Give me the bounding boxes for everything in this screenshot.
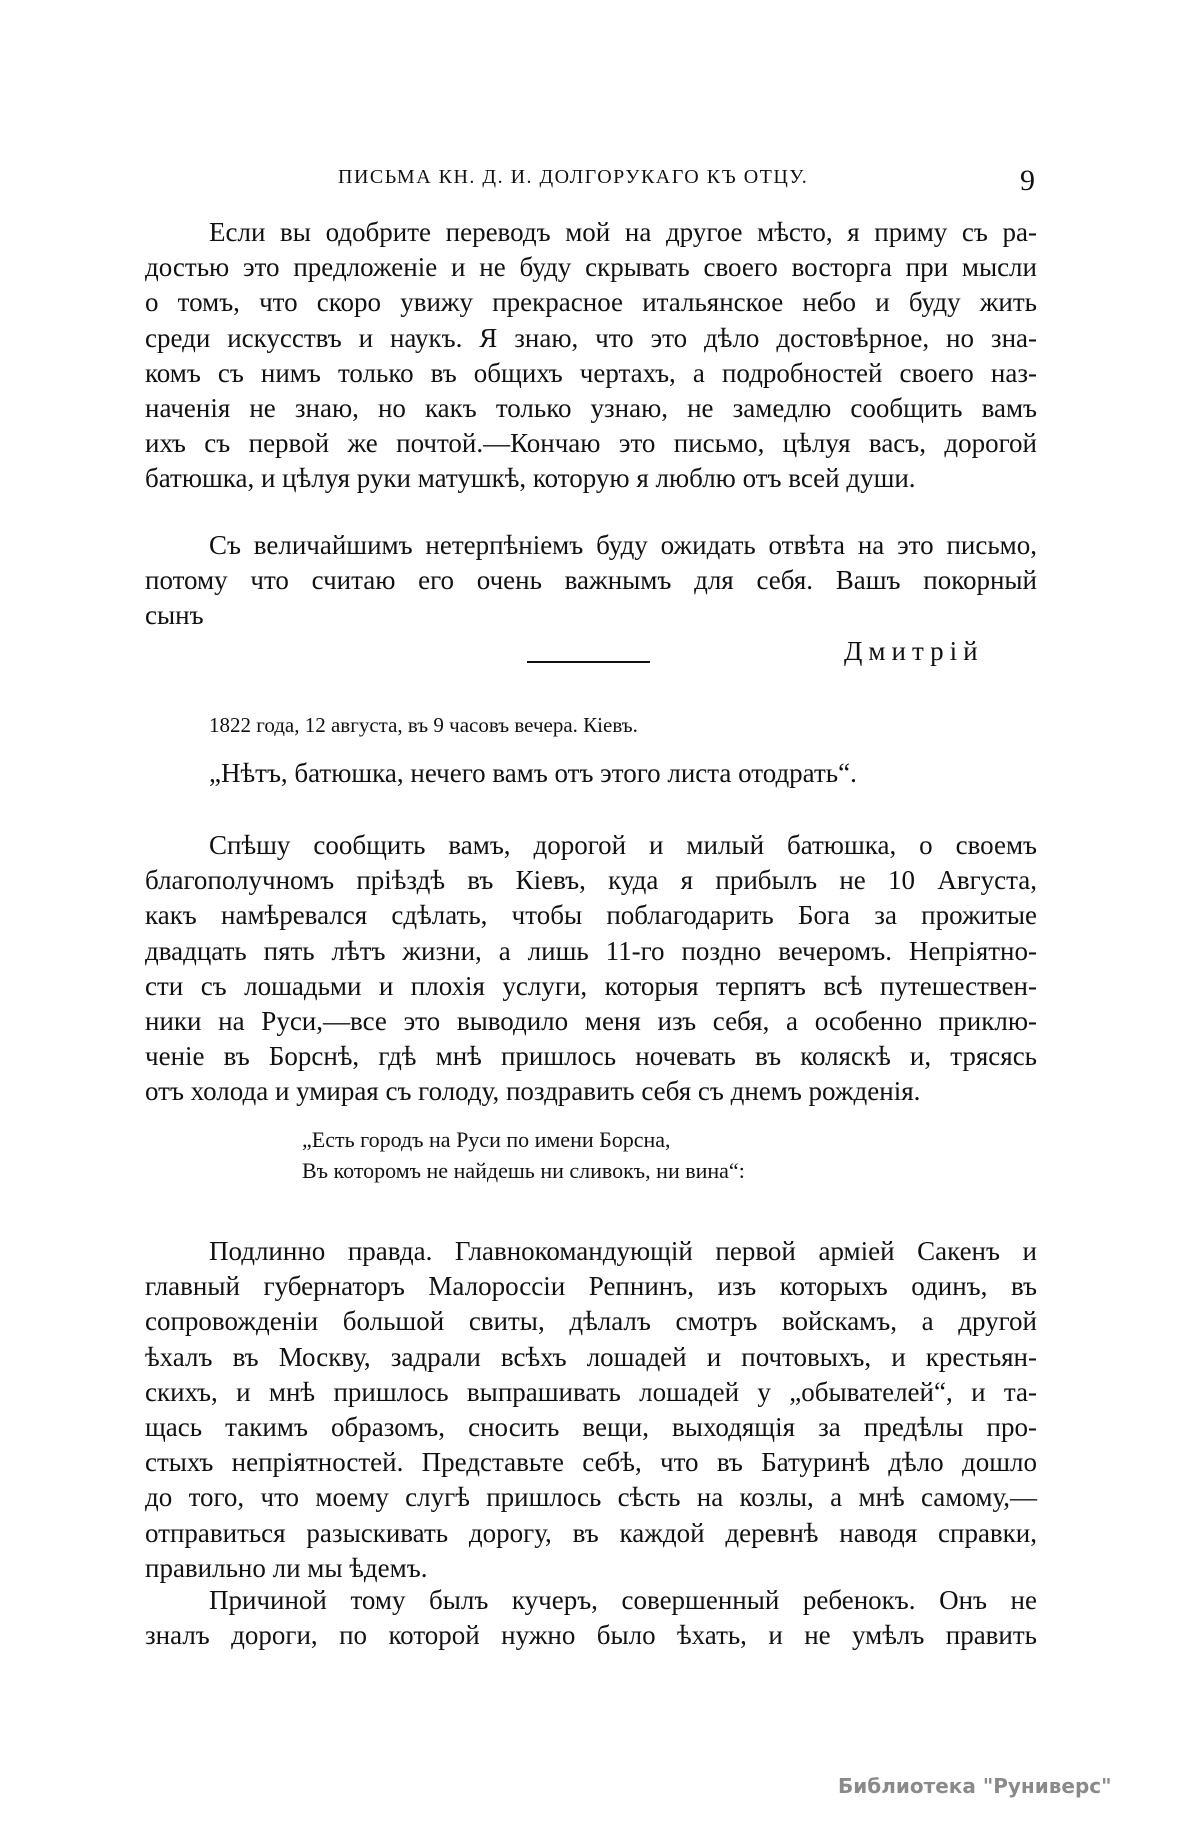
- letter-date: 1822 года, 12 августа, въ 9 часовъ вечера. Кіевъ.: [209, 713, 638, 737]
- text-line: Спѣшу сообщить вамъ, дорогой и милый батюшка, о своемъ: [209, 830, 1037, 860]
- text-line: о томъ, что скоро увижу прекрасное итальянское небо и буду жить: [145, 287, 1037, 318]
- text-line: зналъ дороги, по которой нужно было ѣхать, и не умѣлъ править: [145, 1620, 1037, 1651]
- text-line: сти съ лошадьми и плохія услуги, которыя терпятъ всѣ путешествен-: [145, 970, 1037, 1001]
- text-line: главный губернаторъ Малороссіи Репнинъ, изъ которыхъ одинъ, въ: [145, 1271, 1037, 1302]
- text-line: Причиной тому былъ кучеръ, совершенный ребенокъ. Онъ не: [209, 1585, 1037, 1615]
- text-line: батюшка, и цѣлуя руки матушкѣ, которую я люблю отъ всей души.: [145, 463, 916, 494]
- text-line: комъ съ нимъ только въ общихъ чертахъ, а подробностей своего наз-: [145, 357, 1037, 388]
- text-line: ченіе въ Борснѣ, гдѣ мнѣ пришлось ночевать въ коляскѣ и, трясясь: [145, 1041, 1037, 1072]
- text-line: Если вы одобрите переводъ мой на другое мѣсто, я приму съ ра-: [209, 217, 1037, 247]
- text-line: Съ величайшимъ нетерпѣніемъ буду ожидать отвѣта на это письмо,: [209, 530, 1037, 560]
- text-line: потому что считаю его очень важнымъ для себя. Вашъ покорный: [145, 565, 1037, 596]
- paragraph: [145, 215, 1037, 497]
- verse-line: Въ которомъ не найдешь ни сливокъ, ни вина“:: [302, 1158, 745, 1183]
- text-line: благополучномъ пріѣздѣ въ Кіевъ, куда я прибылъ не 10 Августа,: [145, 865, 1037, 896]
- running-title: ПИСЬМА КН. Д. И. ДОЛГОРУКАГО КЪ ОТЦУ.: [338, 166, 809, 188]
- paragraph: [145, 828, 1037, 1110]
- paragraph: [145, 1583, 1037, 1653]
- text-line: щась такимъ образомъ, сносить вещи, выходящія за предѣлы про-: [145, 1411, 1037, 1442]
- text-line: отправиться разыскивать дорогу, въ каждой деревнѣ наводя справки,: [145, 1517, 1037, 1548]
- paragraph: [145, 1234, 1037, 1586]
- text-line: правильно ли мы ѣдемъ.: [145, 1552, 428, 1583]
- text-line: ники на Руси,—все это выводило меня изъ себя, а особенно приклю-: [145, 1005, 1037, 1036]
- text-line: до того, что моему слугѣ пришлось сѣсть на козлы, а мнѣ самому,—: [145, 1482, 1037, 1513]
- text-line: ѣхалъ въ Москву, задрали всѣхъ лошадей и почтовыхъ, и крестьян-: [145, 1341, 1037, 1372]
- text-line: скихъ, и мнѣ пришлось выпрашивать лошадей у „обывателей“, и та-: [145, 1376, 1037, 1407]
- text-line: ихъ съ первой же почтой.—Кончаю это письмо, цѣлуя васъ, дорогой: [145, 428, 1037, 459]
- text-line: сопровожденіи большой свиты, дѣлалъ смотръ войскамъ, а другой: [145, 1306, 1037, 1337]
- text-line: сынъ: [145, 600, 204, 631]
- signature: Дмитрій: [844, 636, 984, 666]
- verse-line: „Есть городъ на Руси по имени Борсна,: [302, 1127, 671, 1152]
- text-line: наченія не знаю, но какъ только узнаю, не замедлю сообщить вамъ: [145, 392, 1037, 423]
- paragraph: [145, 528, 1037, 634]
- text-line: какъ намѣревался сдѣлать, чтобы поблагодарить Бога за прожитые: [145, 900, 1037, 931]
- library-watermark: Библиотека "Руниверс": [838, 1774, 1112, 1798]
- text-line: отъ холода и умирая съ голоду, поздравить себя съ днемъ рожденія.: [145, 1076, 921, 1107]
- section-divider: [527, 661, 650, 663]
- text-line: достью это предложеніе и не буду скрывать своего восторга при мысли: [145, 252, 1037, 283]
- text-line: Подлинно правда. Главнокомандующій первой арміей Сакенъ и: [209, 1236, 1037, 1266]
- page-number: 9: [1020, 164, 1035, 197]
- text-line: среди искусствъ и наукъ. Я знаю, что это дѣло достовѣрное, но зна-: [145, 322, 1037, 353]
- epigraph: „Нѣтъ, батюшка, нечего вамъ отъ этого листа отодрать“.: [209, 758, 857, 788]
- text-line: двадцать пять лѣтъ жизни, а лишь 11-го поздно вечеромъ. Непріятно-: [145, 935, 1037, 966]
- verse-quote: [302, 1124, 745, 1186]
- text-line: стыхъ непріятностей. Представьте себѣ, что въ Батуринѣ дѣло дошло: [145, 1447, 1037, 1478]
